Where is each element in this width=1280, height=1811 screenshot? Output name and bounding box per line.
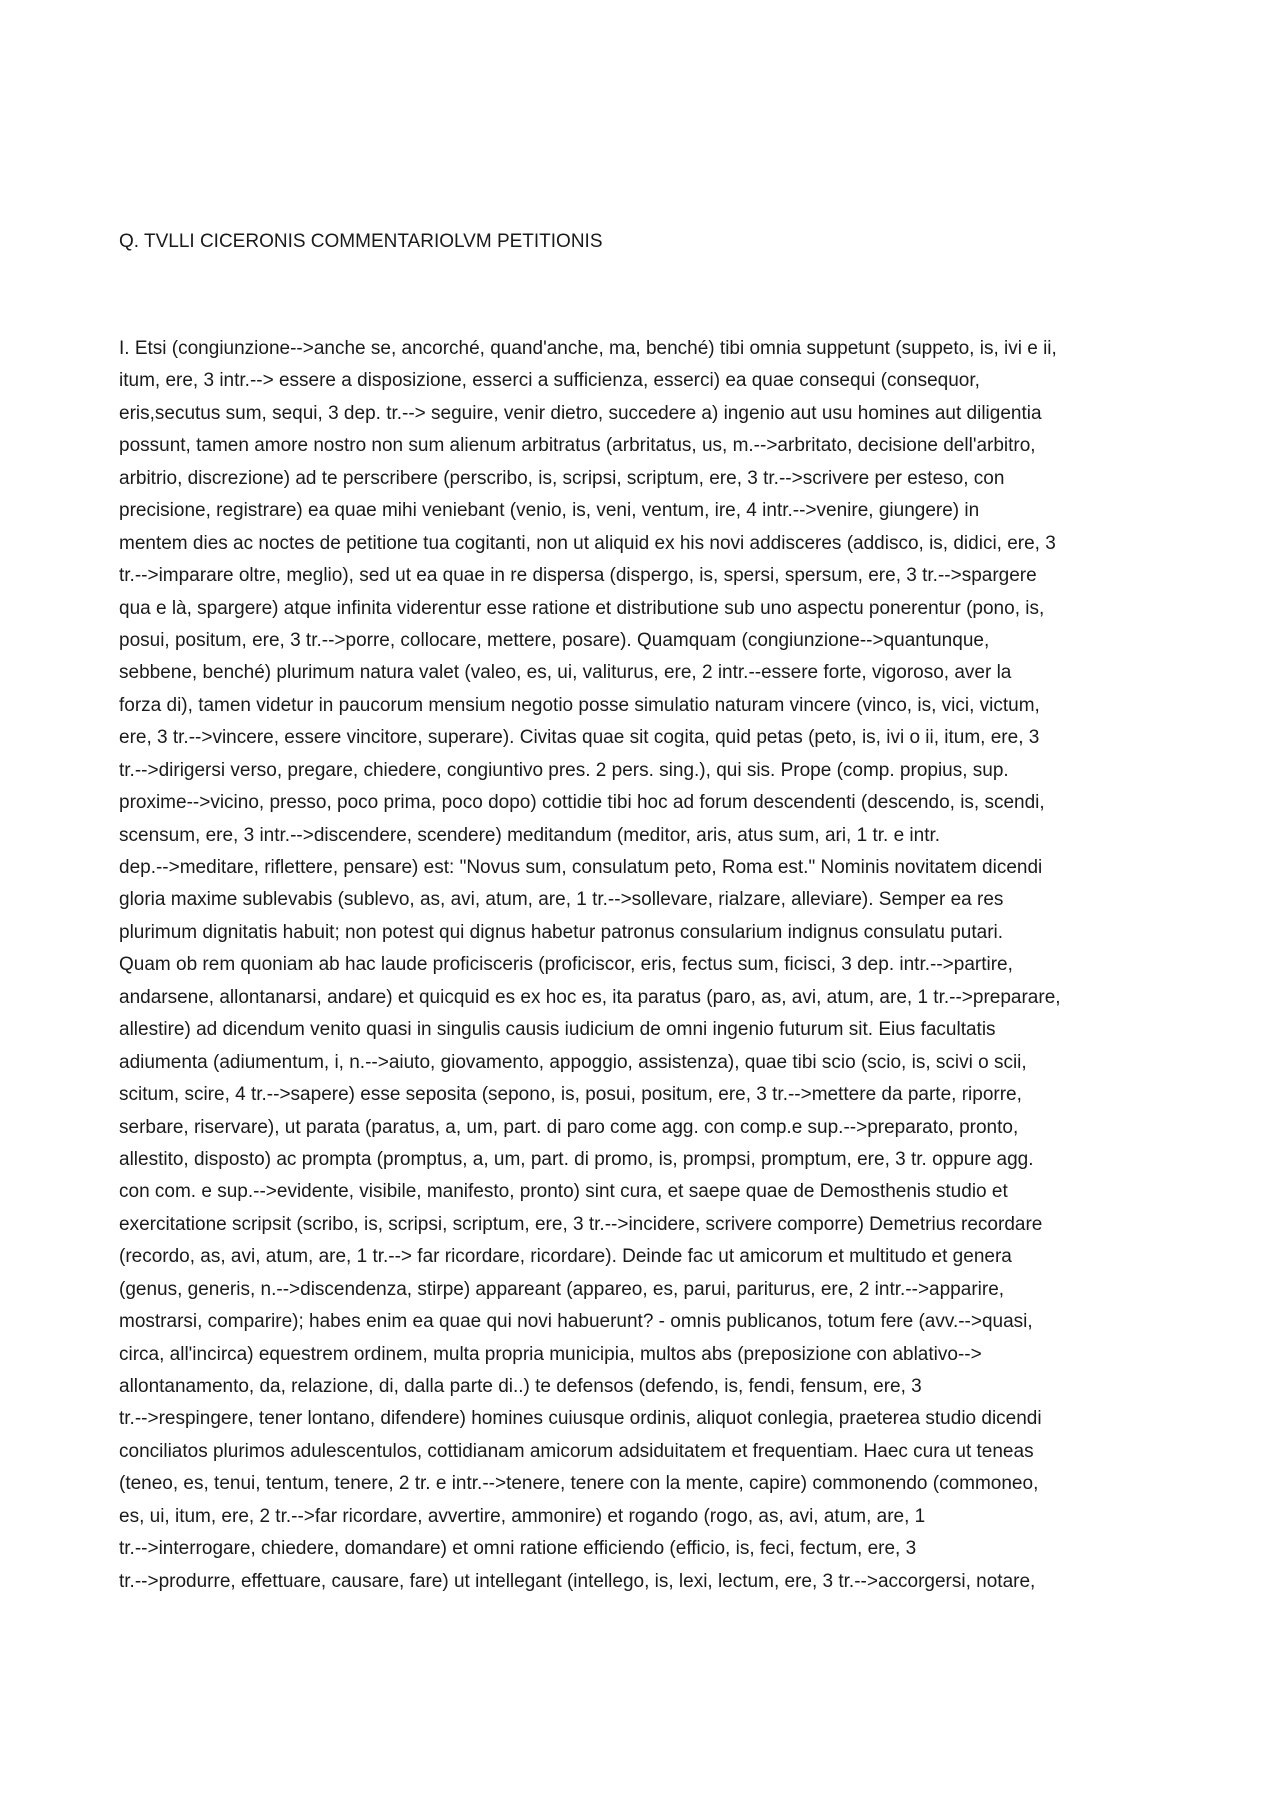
body-line: arbitrio, discrezione) ad te perscribere (perscribo, is, scripsi, scriptum, ere, 3 tr.-->scrivere per esteso, con — [119, 467, 1005, 489]
body-line: mostrarsi, comparire); habes enim ea quae qui novi habuerunt? - omnis publicanos, totum fere (avv.-->quasi, — [119, 1311, 1033, 1333]
body-line: allestito, disposto) ac prompta (promptus, a, um, part. di promo, is, prompsi, promptum, ere, 3 tr. oppure agg. — [119, 1148, 1034, 1170]
body-line: tr.-->produrre, effettuare, causare, fare) ut intellegant (intellego, is, lexi, lectum, ere, 3 tr.-->accorgersi, notare, — [119, 1570, 1036, 1592]
body-line: qua e là, spargere) atque infinita viderentur esse ratione et distributione sub uno aspectu ponerentur (pono, is, — [119, 597, 1045, 619]
body-line: adiumenta (adiumentum, i, n.-->aiuto, giovamento, appoggio, assistenza), quae tibi scio (scio, is, scivi o scii, — [119, 1051, 1027, 1073]
document-title: Q. TVLLI CICERONIS COMMENTARIOLVM PETITIONIS — [119, 231, 603, 252]
body-line: allestire) ad dicendum venito quasi in singulis causis iudicium de omni ingenio futurum sit. Eius facultatis — [119, 1019, 996, 1041]
body-line: andarsene, allontanarsi, andare) et quicquid es ex hoc es, ita paratus (paro, as, avi, atum, are, 1 tr.-->preparare, — [119, 986, 1061, 1008]
body-line: proxime-->vicino, presso, poco prima, poco dopo) cottidie tibi hoc ad forum descendenti (descendo, is, scendi, — [119, 792, 1045, 814]
body-line: (recordo, as, avi, atum, are, 1 tr.--> far ricordare, ricordare). Deinde fac ut amicorum et multitudo et genera — [119, 1246, 1012, 1268]
body-line: tr.-->respingere, tener lontano, difendere) homines cuiusque ordinis, aliquot conlegia, praeterea studio dicendi — [119, 1408, 1042, 1430]
body-line: plurimum dignitatis habuit; non potest qui dignus habetur patronus consularium indignus consulatu putari. — [119, 921, 1004, 943]
body-line: tr.-->dirigersi verso, pregare, chiedere, congiuntivo pres. 2 pers. sing.), qui sis. Prope (comp. propius, sup. — [119, 759, 1009, 781]
body-line: exercitatione scripsit (scribo, is, scripsi, scriptum, ere, 3 tr.-->incidere, scrivere comporre) Demetrius recordare — [119, 1213, 1043, 1235]
document-body — [119, 333, 1169, 1598]
body-line: con com. e sup.-->evidente, visibile, manifesto, pronto) sint cura, et saepe quae de Demosthenis studio et — [119, 1181, 1008, 1203]
body-line: mentem dies ac noctes de petitione tua cogitanti, non ut aliquid ex his novi addisceres (addisco, is, didici, ere, 3 — [119, 532, 1056, 554]
body-line: itum, ere, 3 intr.--> essere a disposizione, esserci a sufficienza, esserci) ea quae consequi (consequor, — [119, 370, 980, 392]
body-line: precisione, registrare) ea quae mihi veniebant (venio, is, veni, ventum, ire, 4 intr.-->venire, giungere) in — [119, 500, 980, 522]
body-line: allontanamento, da, relazione, di, dalla parte di..) te defensos (defendo, is, fendi, fensum, ere, 3 — [119, 1376, 922, 1397]
body-line: possunt, tamen amore nostro non sum alienum arbitratus (arbritatus, us, m.-->arbritato, decisione dell'arbitro, — [119, 435, 1036, 457]
body-line: (genus, generis, n.-->discendenza, stirpe) appareant (appareo, es, parui, pariturus, ere, 2 intr.-->apparire, — [119, 1278, 1005, 1300]
body-line: circa, all'incirca) equestrem ordinem, multa propria municipia, multos abs (preposizione con ablativo--> — [119, 1343, 982, 1365]
body-line: es, ui, itum, ere, 2 tr.-->far ricordare, avvertire, ammonire) et rogando (rogo, as, avi, atum, are, 1 — [119, 1505, 926, 1527]
body-line: I. Etsi (congiunzione-->anche se, ancorché, quand'anche, ma, benché) tibi omnia suppetunt (suppeto, is, ivi e ii, — [119, 338, 1057, 359]
body-line: tr.-->interrogare, chiedere, domandare) et omni ratione efficiendo (efficio, is, feci, fectum, ere, 3 — [119, 1538, 917, 1560]
body-line: scensum, ere, 3 intr.-->discendere, scendere) meditandum (meditor, aris, atus sum, ari, 1 tr. e intr. — [119, 824, 941, 846]
body-line: gloria maxime sublevabis (sublevo, as, avi, atum, are, 1 tr.-->sollevare, rialzare, alleviare). Semper ea res — [119, 889, 1004, 911]
body-line: (teneo, es, tenui, tentum, tenere, 2 tr. e intr.-->tenere, tenere con la mente, capire) commonendo (commoneo, — [119, 1473, 1039, 1495]
body-line: serbare, riservare), ut parata (paratus, a, um, part. di paro come agg. con comp.e sup.-->preparato, pronto, — [119, 1116, 1019, 1138]
body-line: tr.-->imparare oltre, meglio), sed ut ea quae in re dispersa (dispergo, is, spersi, spersum, ere, 3 tr.-->spargere — [119, 565, 1037, 587]
body-line: Quam ob rem quoniam ab hac laude proficisceris (proficiscor, eris, fectus sum, ficisci, 3 dep. intr.-->partire, — [119, 954, 1013, 976]
body-line: dep.-->meditare, riflettere, pensare) est: "Novus sum, consulatum peto, Roma est." Nominis novitatem dicendi — [119, 857, 1043, 878]
body-line: scitum, scire, 4 tr.-->sapere) esse seposita (sepono, is, posui, positum, ere, 3 tr.-->mettere da parte, riporre, — [119, 1084, 1022, 1106]
body-line: sebbene, benché) plurimum natura valet (valeo, es, ui, valiturus, ere, 2 intr.--essere forte, vigoroso, aver la — [119, 662, 1012, 684]
body-line: ere, 3 tr.-->vincere, essere vincitore, superare). Civitas quae sit cogita, quid petas (peto, is, ivi o ii, itum, ere, 3 — [119, 727, 1040, 749]
body-line: eris,secutus sum, sequi, 3 dep. tr.--> seguire, venir dietro, succedere a) ingenio aut usu homines aut diligentia — [119, 402, 1042, 424]
body-line: forza di), tamen videtur in paucorum mensium negotio posse simulatio naturam vincere (vinco, is, vici, victum, — [119, 694, 1040, 716]
body-line: posui, positum, ere, 3 tr.-->porre, collocare, mettere, posare). Quamquam (congiunzione-->quantunque, — [119, 629, 990, 651]
body-line: conciliatos plurimos adulescentulos, cottidianam amicorum adsiduitatem et frequentiam. Haec cura ut teneas — [119, 1440, 1034, 1462]
